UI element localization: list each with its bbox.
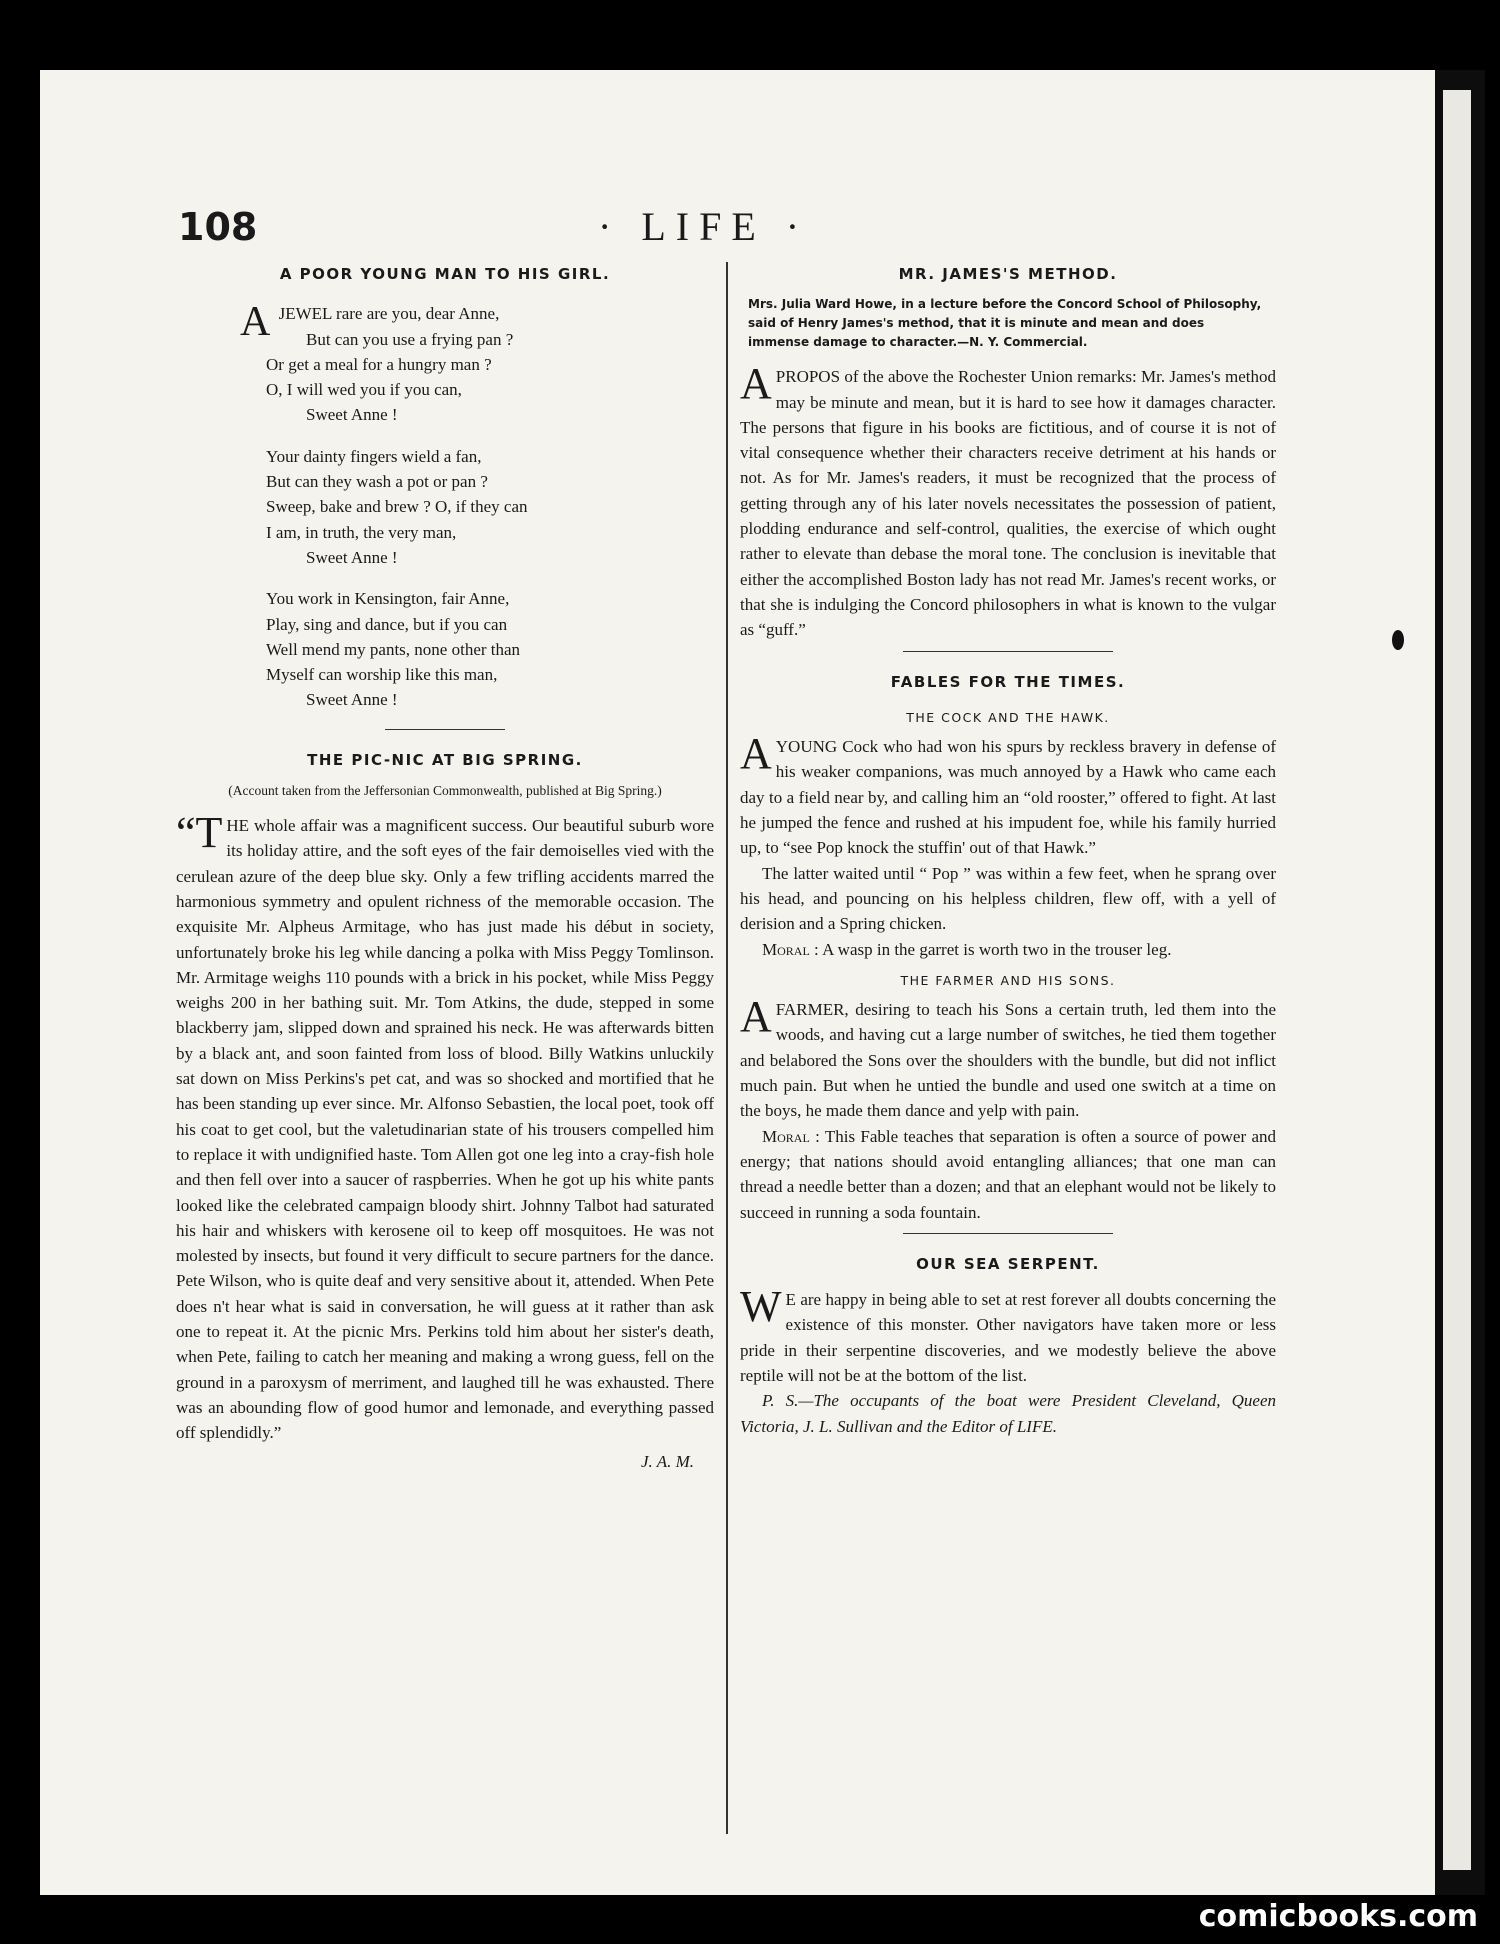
serpent-postscript: P. S.—The occupants of the boat were President Cleveland, Queen Victoria, J. L. Sullivan and the Editor of LIFE. — [740, 1391, 1276, 1436]
next-page-strip — [1443, 90, 1471, 1870]
poem-title: A POOR YOUNG MAN TO HIS GIRL. — [279, 265, 611, 283]
watermark: comicbooks.com — [1198, 1899, 1478, 1934]
james-body: APROPOS of the above the Rochester Union remarks: Mr. James's method may be minute and mean, but it is hard to see how it damages character. The persons that figure in his books are fictitious, and of course it is not of vital consequence whether their characters receive detriment at his hands or not. As for Mr. James's readers, it must be recognized that the process of getting through any of his later novels necessitates the possession of patient, plodding endurance and self-control, qualities, the exercise of which ought rather to elevate than debase the moral tone. The conclusion is inevitable that either the accomplished Boston lady has not read Mr. James's recent works, or that she is indulging the Concord philosophers in what is known to the vulgar as “guff.” — [740, 359, 1276, 640]
moral-text: A wasp in the garret is worth two in the trouser leg. — [818, 939, 1172, 959]
james-quote-note: Mrs. Julia Ward Howe, in a lecture before the Concord School of Philosophy, said of Henry James's method, that it is minute and mean and does immense damage to character.—N. Y. Commercial. — [748, 297, 1262, 350]
poem-line: Play, sing and dance, but if you can — [266, 614, 508, 634]
section-rule — [385, 729, 505, 730]
serpent-title: OUR SEA SERPENT. — [916, 1254, 1100, 1273]
fables-title: FABLES FOR THE TIMES. — [890, 672, 1126, 691]
poem-line: Your dainty fingers wield a fan, — [266, 446, 482, 466]
fable-paragraph: The latter waited until “ Pop ” was within a few feet, when he sprang over his head, and pouncing on his helpless children, flew off, with a yell of derision and a Spring chicken. — [740, 863, 1276, 934]
fable-paragraph: AFARMER, desiring to teach his Sons a certain truth, led them into the woods, and having cut a large number of switches, he tied them together and belabored the Sons over the shoulders with the bundle, but did not inflict much pain. But when he untied the bundle and used one switch at a time on the boys, he made them dance and yelp with pain. — [740, 992, 1276, 1121]
fable-paragraph: AYOUNG Cock who had won his spurs by reckless bravery in defense of his weaker companions, was much annoyed by a Hawk who came each day to a field near by, and calling him an “old rooster,” offered to fight. At last he jumped the fence and rushed at his impudent foe, while his family hurried up, to “see Pop knock the stuffin' out of that Hawk.” — [740, 729, 1276, 858]
section-rule — [903, 1233, 1113, 1234]
serpent-body: WE are happy in being able to set at rest forever all doubts concerning the existence of this monster. Other navigators have taken more or less pride in their serpentine discoveries, and we modestly believe the above reptile will not be at the bottom of the list. — [740, 1282, 1276, 1385]
poem-line: Well mend my pants, none other than — [266, 639, 521, 659]
ink-smudge — [1392, 630, 1404, 650]
picnic-body: “THE whole affair was a magnificent success. Our beautiful suburb wore its holiday attire, and the soft eyes of the fair demoiselles vied with the cerulean azure of the deep blue sky. Only a few trifling accidents marred the harmonious symmetry and opulent richness of the memorable occasion. The exquisite Mr. Alpheus Armitage, who has just made his début in society, unfortunately broke his leg while dancing a polka with Miss Peggy Tomlinson. Mr. Armitage weighs 110 pounds with a brick in his pocket, while Miss Peggy weighs 200 in her bathing suit. Mr. Tom Atkins, the dude, stepped in some blackberry jam, slipped down and sprained his neck. He was afterwards bitten by a black ant, and soon fainted from loss of blood. Billy Watkins unluckily sat down on Miss Perkins's pet cat, and was so shocked and mortified that he has been standing up ever since. Mr. Alfonso Sebastien, the local poet, took off his coat to get cool, but the valetudinarian state of his trousers compelled him to replace it with undignified haste. Tom Allen got one leg into a cray-fish hole and then fell over into a saucer of raspberries. When he got up his white pants looked like the celebrated campaign bloody shirt. Johnny Talbot had saturated his hair and whiskers with kerosene oil to keep off mosquitoes. He was not molested by insects, but found it very difficult to secure partners for the dance. Pete Wilson, who is quite deaf and very sensitive about it, attended. When Pete does n't hear what is said in conversation, he will guess at it rather than ask one to repeat it. At the picnic Mrs. Perkins told him about her sister's death, when Pete, failing to catch her meaning and making a wrong guess, fell on the ground in a paroxysm of merriment, and laughed till he was exhausted. There was an abounding flow of good humor and lemonade, and everything passed off splendidly.” — [176, 808, 714, 1443]
poem-refrain: Sweet Anne ! — [306, 547, 398, 567]
poem-line: Or get a meal for a hungry man ? — [266, 354, 492, 374]
poem-stanza — [240, 299, 714, 427]
picnic-source-note: (Account taken from the Jeffersonian Commonwealth, published at Big Spring.) — [228, 783, 662, 799]
poem-line: Sweep, bake and brew ? O, if they can — [266, 497, 528, 517]
moral-label: Moral : — [762, 1126, 820, 1146]
section-rule — [903, 651, 1113, 652]
poem — [240, 299, 714, 712]
poem-refrain: Sweet Anne ! — [306, 405, 398, 425]
fable-moral — [740, 1124, 1276, 1225]
left-column — [176, 262, 714, 1475]
moral-label: Moral : — [762, 939, 819, 959]
poem-stanza — [266, 444, 714, 570]
fable-subtitle: THE COCK AND THE HAWK. — [906, 709, 1110, 725]
poem-refrain: Sweet Anne ! — [306, 690, 398, 710]
poem-line: O, I will wed you if you can, — [266, 380, 462, 400]
masthead-title: · LIFE · — [598, 204, 810, 249]
page-header — [178, 205, 1298, 255]
poem-line: But can you use a frying pan ? — [306, 329, 514, 349]
poem-line: A JEWEL rare are you, dear Anne, — [240, 299, 500, 346]
poem-line: You work in Kensington, fair Anne, — [266, 589, 510, 609]
moral-text: This Fable teaches that separation is often a source of power and energy; that nations should avoid entangling alliances; that one man can thread a needle better than a dozen; and that an elephant would not be likely to succeed in running a soda fountain. — [740, 1126, 1276, 1222]
poem-line: But can they wash a pot or pan ? — [266, 472, 488, 492]
poem-line: I am, in truth, the very man, — [266, 522, 457, 542]
poem-line: Myself can worship like this man, — [266, 665, 498, 685]
next-page-edge — [1435, 70, 1485, 1895]
james-title: MR. JAMES'S METHOD. — [898, 265, 1118, 283]
column-divider — [726, 262, 728, 1834]
fable-subtitle: THE FARMER AND HIS SONS. — [900, 972, 1116, 988]
poem-stanza — [266, 586, 714, 712]
right-column — [740, 262, 1276, 1439]
page-number: 108 — [178, 205, 258, 249]
picnic-signature: J. A. M. — [640, 1452, 694, 1472]
fable-moral — [740, 937, 1276, 962]
picnic-title: THE PIC-NIC AT BIG SPRING. — [307, 750, 583, 769]
